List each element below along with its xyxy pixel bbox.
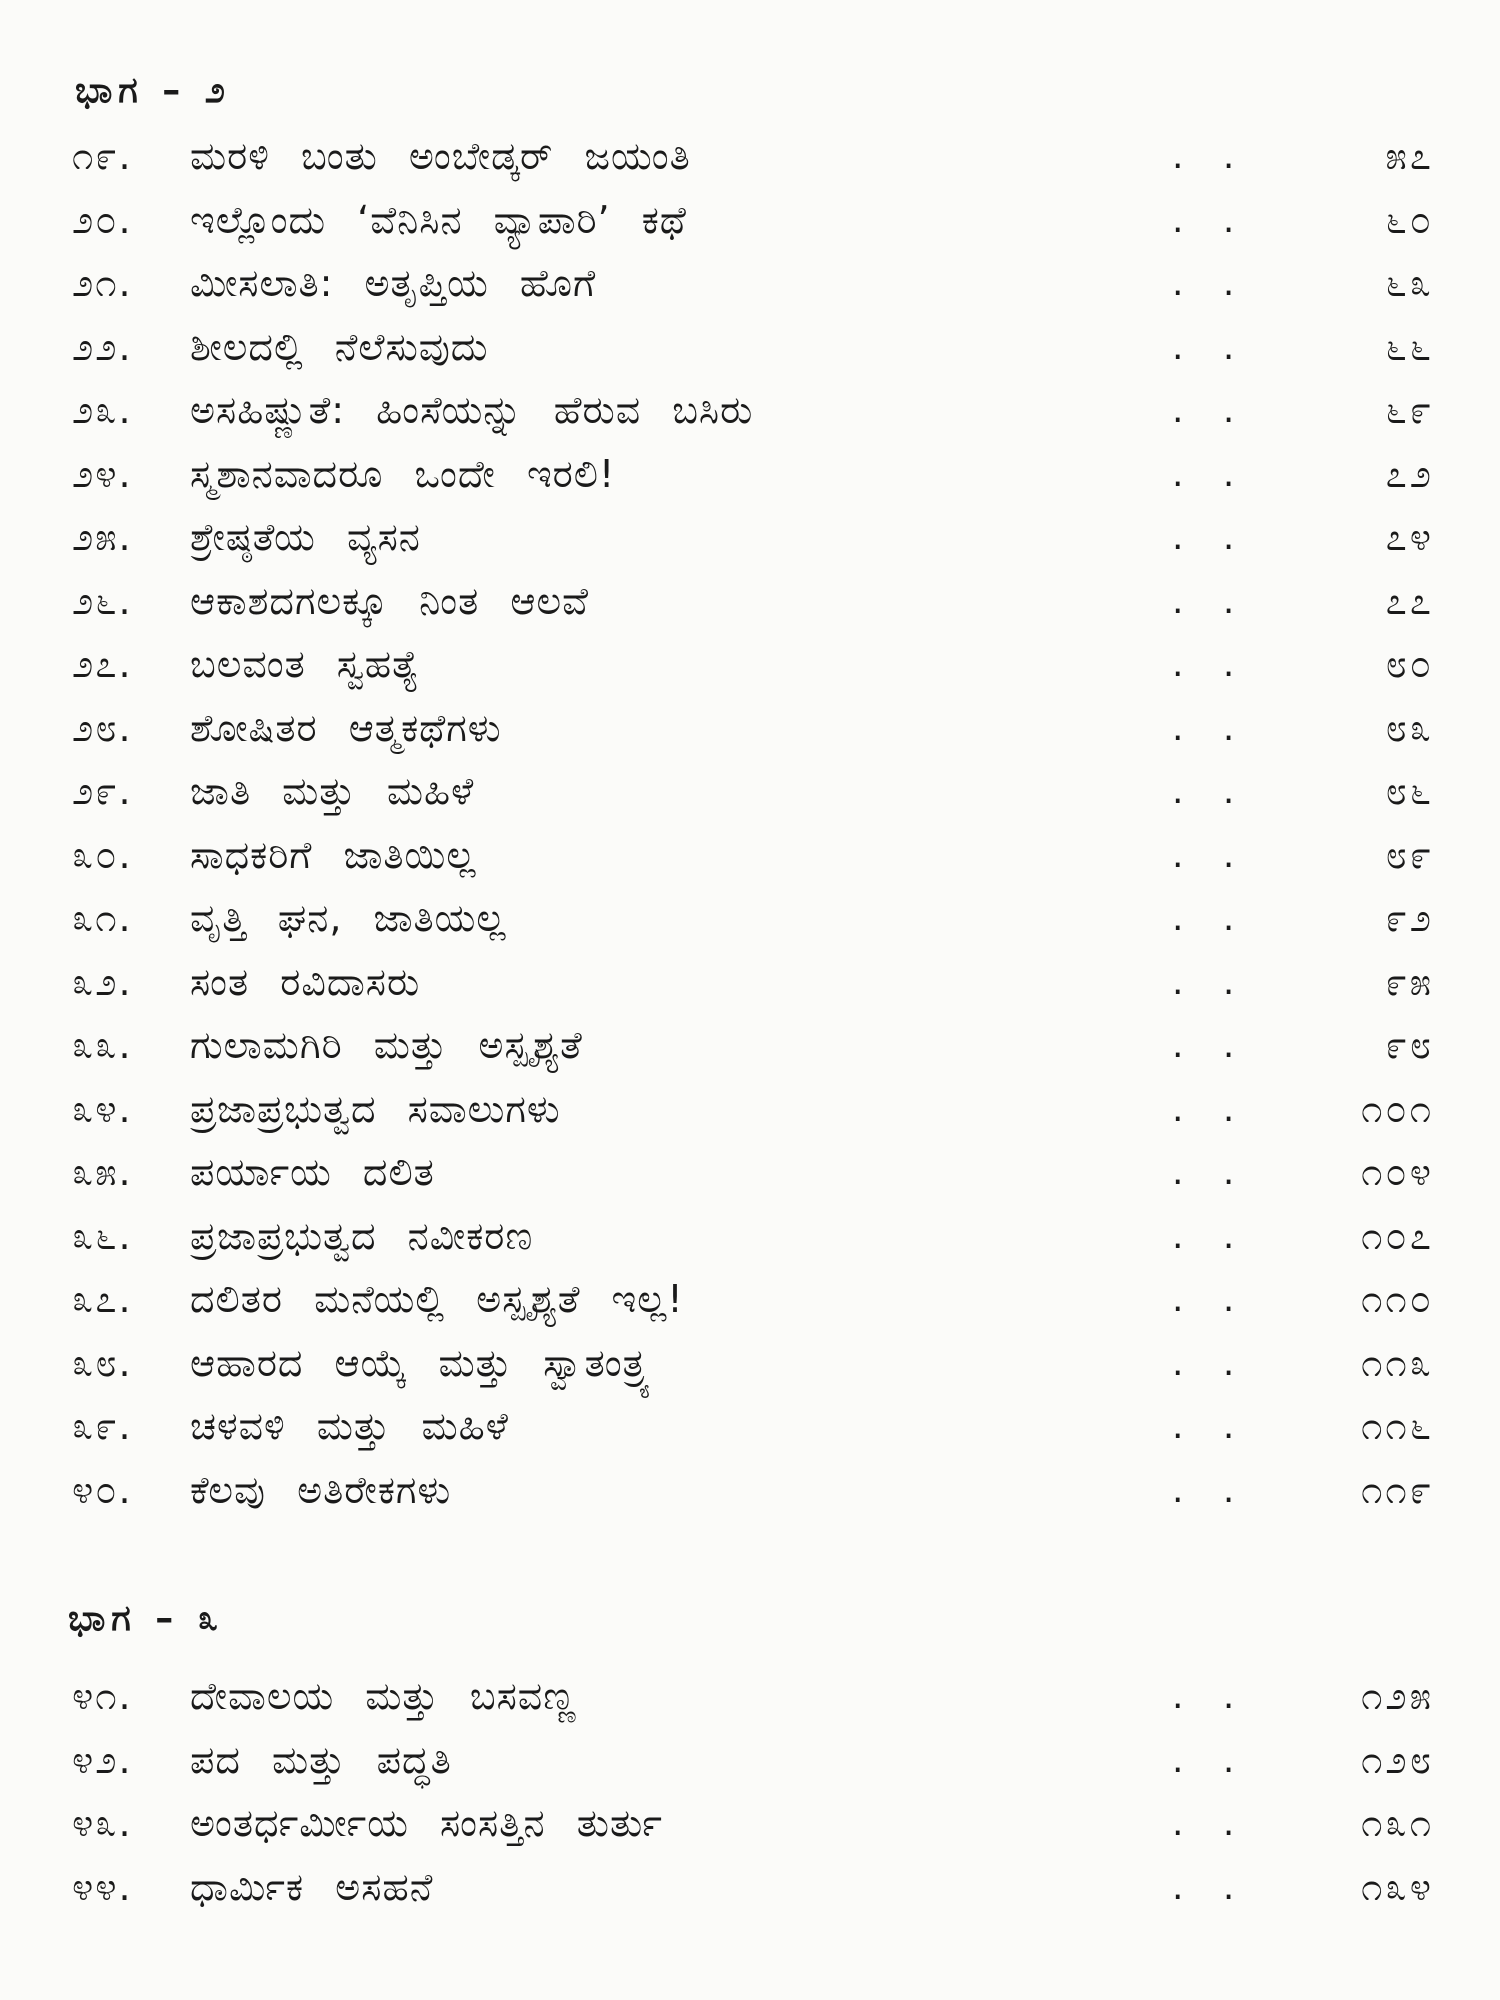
entry-leader-dots: . . <box>1172 326 1249 368</box>
entry-leader-dots: . . <box>1172 1025 1249 1066</box>
entry-number: ೩೦. <box>72 832 133 877</box>
entry-leader-dots: . . <box>1172 1406 1249 1447</box>
entry-number: ೩೬. <box>72 1213 133 1258</box>
contents-entry <box>0 252 1500 316</box>
entry-number: ೩೨. <box>72 959 133 1004</box>
contents-entry <box>0 697 1500 761</box>
contents-entry <box>0 887 1500 951</box>
entry-page-number: ೧೦೭ <box>1361 1213 1434 1258</box>
entry-leader-dots: . . <box>1172 1342 1249 1384</box>
entry-page-number: ೧೧೦ <box>1361 1277 1434 1321</box>
entry-number: ೪೪. <box>72 1864 133 1909</box>
entry-number: ೨೩. <box>72 388 133 432</box>
contents-entry <box>0 1268 1500 1332</box>
contents-entry <box>0 1332 1500 1396</box>
entry-title: ಪದ ಮತ್ತು ಪದ್ಧತಿ <box>190 1737 452 1782</box>
entry-number: ೪೦. <box>72 1467 133 1512</box>
contents-entry <box>0 1729 1500 1793</box>
entry-title: ಅಂತರ್ಧರ್ಮೀಯ ಸಂಸತ್ತಿನ ತುರ್ತು <box>190 1801 663 1845</box>
entry-title: ಶೀಲದಲ್ಲಿ ನೆಲೆಸುವುದು <box>190 324 489 369</box>
contents-entry <box>0 506 1500 570</box>
entry-number: ೨೬. <box>72 578 133 623</box>
entry-page-number: ೯೮ <box>1385 1023 1434 1067</box>
entry-title: ಬಲವಂತ ಸ್ವಹತ್ಯೆ <box>190 642 421 686</box>
entry-number: ೨೦. <box>72 197 133 242</box>
entry-leader-dots: . . <box>1172 1803 1249 1844</box>
entry-leader-dots: . . <box>1172 1676 1249 1717</box>
contents-entry <box>0 1459 1500 1523</box>
section-heading-part-2: ಭಾಗ – ೨ <box>75 70 231 111</box>
entry-number: ೨೮. <box>72 705 133 750</box>
entry-leader-dots: . . <box>1172 390 1249 431</box>
entry-page-number: ೮೩ <box>1385 705 1434 750</box>
entry-leader-dots: . . <box>1172 136 1249 177</box>
contents-entry <box>0 1205 1500 1269</box>
entry-title: ಶ್ರೇಷ್ಠತೆಯ ವ್ಯಸನ <box>190 515 421 559</box>
section-heading-part-3: ಭಾಗ – ೩ <box>68 1598 224 1639</box>
entry-page-number: ೫೭ <box>1385 134 1434 178</box>
contents-entry <box>0 316 1500 380</box>
contents-entry <box>0 1078 1500 1142</box>
entry-number: ೩೩. <box>72 1023 133 1067</box>
contents-entry <box>0 760 1500 824</box>
entry-page-number: ೯೫ <box>1385 959 1434 1004</box>
entry-leader-dots: . . <box>1172 517 1249 558</box>
entry-page-number: ೮೦ <box>1385 642 1434 686</box>
entry-leader-dots: . . <box>1172 898 1249 939</box>
contents-entry <box>0 1792 1500 1856</box>
entry-title: ಕೆಲವು ಅತಿರೇಕಗಳು <box>190 1467 452 1512</box>
entry-leader-dots: . . <box>1172 1215 1249 1257</box>
entry-title: ಪರ್ಯಾಯ ದಲಿತ <box>190 1150 435 1194</box>
contents-list-part-2 <box>0 125 1500 1522</box>
entry-leader-dots: . . <box>1172 1739 1249 1781</box>
entry-number: ೪೩. <box>72 1801 133 1845</box>
entry-leader-dots: . . <box>1172 644 1249 685</box>
contents-entry <box>0 633 1500 697</box>
entry-leader-dots: . . <box>1172 707 1249 749</box>
entry-page-number: ೧೩೧ <box>1361 1801 1434 1845</box>
entry-leader-dots: . . <box>1172 1279 1249 1320</box>
entry-title: ಪ್ರಜಾಪ್ರಭುತ್ವದ ಸವಾಲುಗಳು <box>190 1086 561 1131</box>
entry-number: ೩೫. <box>72 1150 133 1194</box>
entry-page-number: ೬೦ <box>1385 197 1434 242</box>
entry-page-number: ೭೭ <box>1385 578 1434 623</box>
contents-entry <box>0 951 1500 1015</box>
entry-number: ೨೫. <box>72 515 133 559</box>
entry-title: ಗುಲಾಮಗಿರಿ ಮತ್ತು ಅಸ್ಪೃಶ್ಯತೆ <box>190 1023 583 1067</box>
entry-leader-dots: . . <box>1172 961 1249 1003</box>
entry-number: ೨೧. <box>72 261 133 305</box>
entry-title: ಶೋಷಿತರ ಆತ್ಮಕಥೆಗಳು <box>190 705 502 750</box>
entry-leader-dots: . . <box>1172 1866 1249 1908</box>
entry-page-number: ೭೪ <box>1385 515 1434 559</box>
contents-list-part-3 <box>0 1665 1500 1919</box>
entry-page-number: ೧೦೪ <box>1361 1150 1434 1194</box>
entry-leader-dots: . . <box>1172 771 1249 812</box>
contents-entry <box>0 125 1500 189</box>
entry-page-number: ೧೧೬ <box>1361 1404 1434 1448</box>
contents-entry <box>0 1665 1500 1729</box>
entry-page-number: ೬೬ <box>1385 324 1434 369</box>
entry-leader-dots: . . <box>1172 263 1249 304</box>
entry-number: ೨೨. <box>72 324 133 369</box>
entry-number: ೨೪. <box>72 451 133 496</box>
entry-number: ೩೪. <box>72 1086 133 1131</box>
entry-number: ೩೮. <box>72 1340 133 1385</box>
contents-entry <box>0 1395 1500 1459</box>
entry-page-number: ೧೦೧ <box>1361 1086 1434 1131</box>
entry-number: ೪೧. <box>72 1674 133 1718</box>
entry-page-number: ೮೬ <box>1385 769 1434 813</box>
contents-entry <box>0 189 1500 253</box>
entry-page-number: ೭೨ <box>1385 451 1434 496</box>
entry-leader-dots: . . <box>1172 834 1249 876</box>
entry-number: ೩೧. <box>72 896 133 940</box>
entry-number: ೨೯. <box>72 769 133 813</box>
entry-page-number: ೮೯ <box>1385 832 1434 877</box>
entry-leader-dots: . . <box>1172 199 1249 241</box>
entry-title: ದೇವಾಲಯ ಮತ್ತು ಬಸವಣ್ಣ <box>190 1674 577 1718</box>
entry-title: ಮೀಸಲಾತಿ: ಅತೃಪ್ತಿಯ ಹೊಗೆ <box>190 261 597 305</box>
entry-leader-dots: . . <box>1172 1469 1249 1511</box>
entry-title: ವೃತ್ತಿ ಘನ, ಜಾತಿಯಲ್ಲ <box>190 896 507 940</box>
contents-entry <box>0 1141 1500 1205</box>
entry-title: ಸಾಧಕರಿಗೆ ಜಾತಿಯಿಲ್ಲ <box>190 832 477 877</box>
entry-number: ೨೭. <box>72 642 133 686</box>
entry-leader-dots: . . <box>1172 1088 1249 1130</box>
entry-title: ಚಳವಳಿ ಮತ್ತು ಮಹಿಳೆ <box>190 1404 509 1448</box>
entry-number: ೩೯. <box>72 1404 133 1448</box>
entry-title: ಇಲ್ಲೊಂದು ‘ವೆನಿಸಿನ ವ್ಯಾಪಾರಿ’ ಕಥೆ <box>190 197 687 242</box>
entry-title: ಧಾರ್ಮಿಕ ಅಸಹನೆ <box>190 1864 434 1909</box>
entry-title: ಸಂತ ರವಿದಾಸರು <box>190 959 421 1004</box>
entry-page-number: ೧೨೮ <box>1361 1737 1434 1782</box>
entry-page-number: ೧೧೯ <box>1361 1467 1434 1512</box>
contents-entry <box>0 1014 1500 1078</box>
entry-title: ಜಾತಿ ಮತ್ತು ಮಹಿಳೆ <box>190 769 475 813</box>
entry-title: ಸ್ಮಶಾನವಾದರೂ ಒಂದೇ ಇರಲಿ! <box>190 451 616 496</box>
entry-leader-dots: . . <box>1172 453 1249 495</box>
entry-page-number: ೧೨೫ <box>1361 1674 1434 1718</box>
entry-number: ೧೯. <box>72 134 133 178</box>
contents-entry <box>0 1856 1500 1920</box>
contents-entry <box>0 824 1500 888</box>
entry-page-number: ೧೧೩ <box>1361 1340 1434 1385</box>
entry-title: ಪ್ರಜಾಪ್ರಭುತ್ವದ ನವೀಕರಣ <box>190 1213 534 1258</box>
contents-entry <box>0 443 1500 507</box>
entry-title: ಮರಳಿ ಬಂತು ಅಂಬೇಡ್ಕರ್ ಜಯಂತಿ <box>190 134 691 178</box>
entry-leader-dots: . . <box>1172 1152 1249 1193</box>
entry-page-number: ೯೨ <box>1385 896 1434 940</box>
entry-page-number: ೬೩ <box>1385 261 1434 305</box>
entry-number: ೩೭. <box>72 1277 133 1321</box>
entry-number: ೪೨. <box>72 1737 133 1782</box>
entry-page-number: ೬೯ <box>1385 388 1434 432</box>
entry-page-number: ೧೩೪ <box>1361 1864 1434 1909</box>
entry-title: ಅಸಹಿಷ್ಣುತೆ: ಹಿಂಸೆಯನ್ನು ಹೆರುವ ಬಸಿರು <box>190 388 754 432</box>
contents-entry <box>0 570 1500 634</box>
contents-entry <box>0 379 1500 443</box>
entry-title: ಆಕಾಶದಗಲಕ್ಕೂ ನಿಂತ ಆಲವೆ <box>190 578 589 623</box>
entry-title: ದಲಿತರ ಮನೆಯಲ್ಲಿ ಅಸ್ಪೃಶ್ಯತೆ ಇಲ್ಲ! <box>190 1277 684 1321</box>
entry-leader-dots: . . <box>1172 580 1249 622</box>
entry-title: ಆಹಾರದ ಆಯ್ಕೆ ಮತ್ತು ಸ್ವಾತಂತ್ರ್ಯ <box>190 1340 653 1385</box>
